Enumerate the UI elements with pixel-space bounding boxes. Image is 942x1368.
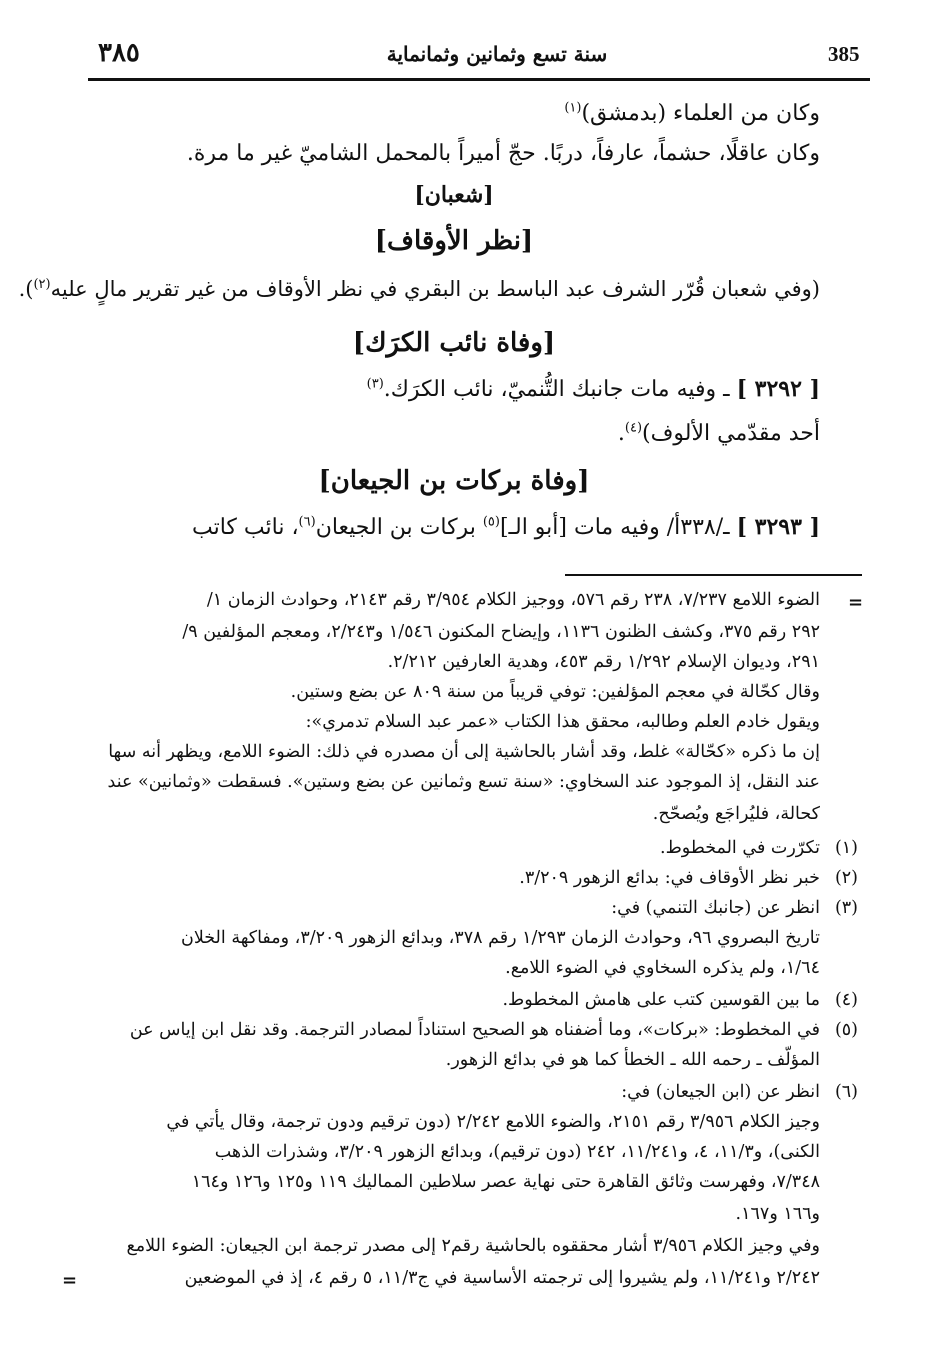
footnote-4: ما بين القوسين كتب على هامش المخطوط. xyxy=(502,990,820,1010)
section-heading: [شعبان] xyxy=(414,182,494,208)
footnote-2: خبر نظر الأوقاف في: بدائع الزهور ٣/٢٠٩. xyxy=(519,868,820,888)
body-text: ـ/٣٣٨أ/ وفيه مات [أبو الـ] xyxy=(499,515,730,540)
running-title: سنة تسع وثمانين وثمانماية xyxy=(386,42,608,66)
footnote-ref: (٥) xyxy=(482,514,500,530)
entry-number: [ ٣٢٩٢ ] xyxy=(736,376,820,402)
footnote-number: (٢) xyxy=(834,868,858,888)
body-text: وكان من العلماء (بدمشق) xyxy=(581,101,820,126)
page-number-arabic: ٣٨٥ xyxy=(98,38,140,68)
footnote-continuation: ٢٩٢ رقم ٣٧٥، وكشف الظنون ١١٣٦، وإيضاح المكنون ١/٥٤٦ و٢/٢٤٣، ومعجم المؤلفين ٩/ xyxy=(182,622,820,642)
footnote-ref: (٣) xyxy=(366,376,384,392)
section-heading: [نظر الأوقاف] xyxy=(374,226,534,256)
footnote-3-line: تاريخ البصروي ٩٦، وحوادث الزمان ١/٢٩٣ رقم ٣٧٨، وبدائع الزهور ٣/٢٠٩، ومفاكهة الخلان xyxy=(180,928,820,948)
footnote-6-line: وفي وجيز الكلام ٣/٩٥٦ أشار محققوه بالحاشية رقم٢ إلى مصدر ترجمة ابن الجيعان: الضوء اللامع xyxy=(126,1236,820,1256)
footnote-3: انظر عن (جانبك التنمي) في: xyxy=(611,898,820,918)
body-line xyxy=(618,420,820,448)
footnote-continuation: إن ما ذكره «كحّالة» غلط، وقد أشار بالحاشية إلى أن مصدره في ذلك: الضوء اللامع، ويظهر أنه سها xyxy=(108,742,820,762)
footnote-number: (٣) xyxy=(834,898,858,918)
footnote-3-line: ١/٦٤، ولم يذكره السخاوي في الضوء اللامع. xyxy=(505,958,820,978)
body-text: أحد مقدّمي الألوف) xyxy=(642,421,820,446)
body-line xyxy=(187,140,820,168)
footnote-6-line: وجيز الكلام ٣/٩٥٦ رقم ٢١٥١، والضوء اللامع ٢/٢٤٢ (دون ترقيم ودون ترجمة، وقال يأتي في xyxy=(166,1112,820,1132)
footnote-ref: (٤) xyxy=(624,420,643,436)
footnote-continuation: الضوء اللامع ٧/٢٣٧، ٢٣٨ رقم ٥٧٦، ووجيز الكلام ٣/٩٥٤ رقم ٢١٤٣، وحوادث الزمان ١/ xyxy=(206,590,820,610)
footnote-continuation: ويقول خادم العلم وطالبه، محقق هذا الكتاب «عمر عبد السلام تدمري»: xyxy=(305,712,820,732)
body-line xyxy=(19,276,820,302)
footnote-continuation: كحالة، فليُراجَع ويُصحّح. xyxy=(652,804,820,824)
footnote-number: (٤) xyxy=(834,990,858,1010)
footnote-divider xyxy=(565,574,862,576)
footnote-5-line: المؤلّف ـ رحمه الله ـ الخطأ كما هو في بدائع الزهور. xyxy=(445,1050,820,1070)
footnote-6-line: ٧/٣٤٨، وفهرست وثائق القاهرة حتى نهاية عصر سلاطين المماليك ١١٩ و١٢٥ و١٢٦ و١٦٤ xyxy=(191,1172,820,1192)
footnote-number: (٥) xyxy=(834,1020,858,1040)
continuation-marker: = xyxy=(62,1270,78,1291)
body-text: وكان عاقلًا، حشماً، عارفاً، دربًا. حجّ أميراً بالمحمل الشاميّ غير ما مرة. xyxy=(186,141,820,166)
footnote-ref: (٢) xyxy=(33,277,51,292)
footnote-ref: (١) xyxy=(564,100,582,116)
continuation-marker: = xyxy=(848,592,864,613)
footnote-5: في المخطوط: «بركات»، وما أضفناه هو الصحيح استناداً لمصادر الترجمة. وقد نقل ابن إياس عن xyxy=(129,1020,820,1040)
footnote-ref: (٦) xyxy=(298,514,316,530)
page-number-latin: 385 xyxy=(828,42,860,66)
body-text: ، نائب كاتب xyxy=(192,515,299,540)
footnote-number: (٦) xyxy=(834,1082,858,1102)
footnote-6-line: و١٦٦ و١٦٧. xyxy=(735,1204,820,1224)
footnote-6-line: ٢/٢٤٢ و١١/٢٤١، ولم يشيروا إلى ترجمته الأساسية في ج١١/٣، ٥ رقم ٤، إذ في الموضعين xyxy=(184,1268,820,1288)
entry-3293 xyxy=(192,514,820,542)
footnote-6: انظر عن (ابن الجيعان) في: xyxy=(621,1082,820,1102)
section-heading: [وفاة بركات بن الجيعان] xyxy=(318,466,590,496)
body-text: . xyxy=(617,421,625,446)
footnote-continuation: عند النقل، إذ الموجود عند السخاوي: «سنة تسع وثمانين عن بضع وستين». فسقطت «وثمانين» عند xyxy=(107,772,820,792)
footnote-6-line: الكنى)، و١١/٣، ٤، و١١/٢٤١، ٢٤٢ (دون ترقيم)، وبدائع الزهور ٣/٢٠٩، وشذرات الذهب xyxy=(214,1142,820,1162)
body-text: بركات بن الجيعان xyxy=(315,515,483,540)
body-line xyxy=(564,100,820,128)
footnote-number: (١) xyxy=(834,838,858,858)
body-text: ). xyxy=(18,277,34,301)
footnote-continuation: ٢٩١، وديوان الإسلام ١/٢٩٢ رقم ٤٥٣، وهدية العارفين ٢/٢١٢. xyxy=(387,652,820,672)
footnote-continuation: وقال كحّالة في معجم المؤلفين: توفي قريباً من سنة ٨٠٩ عن بضع وستين. xyxy=(290,682,820,702)
body-text: ـ وفيه مات جانبك التُّنميّ، نائب الكرَك. xyxy=(383,377,730,402)
entry-number: [ ٣٢٩٣ ] xyxy=(736,514,820,540)
entry-3292 xyxy=(367,376,820,404)
footnote-1: تكرّرت في المخطوط. xyxy=(660,838,820,858)
body-text: (وفي شعبان قُرّر الشرف عبد الباسط بن البقري في نظر الأوقاف من غير تقرير مالٍ عليه xyxy=(50,277,820,301)
section-heading: [وفاة نائب الكرَك] xyxy=(352,328,556,358)
